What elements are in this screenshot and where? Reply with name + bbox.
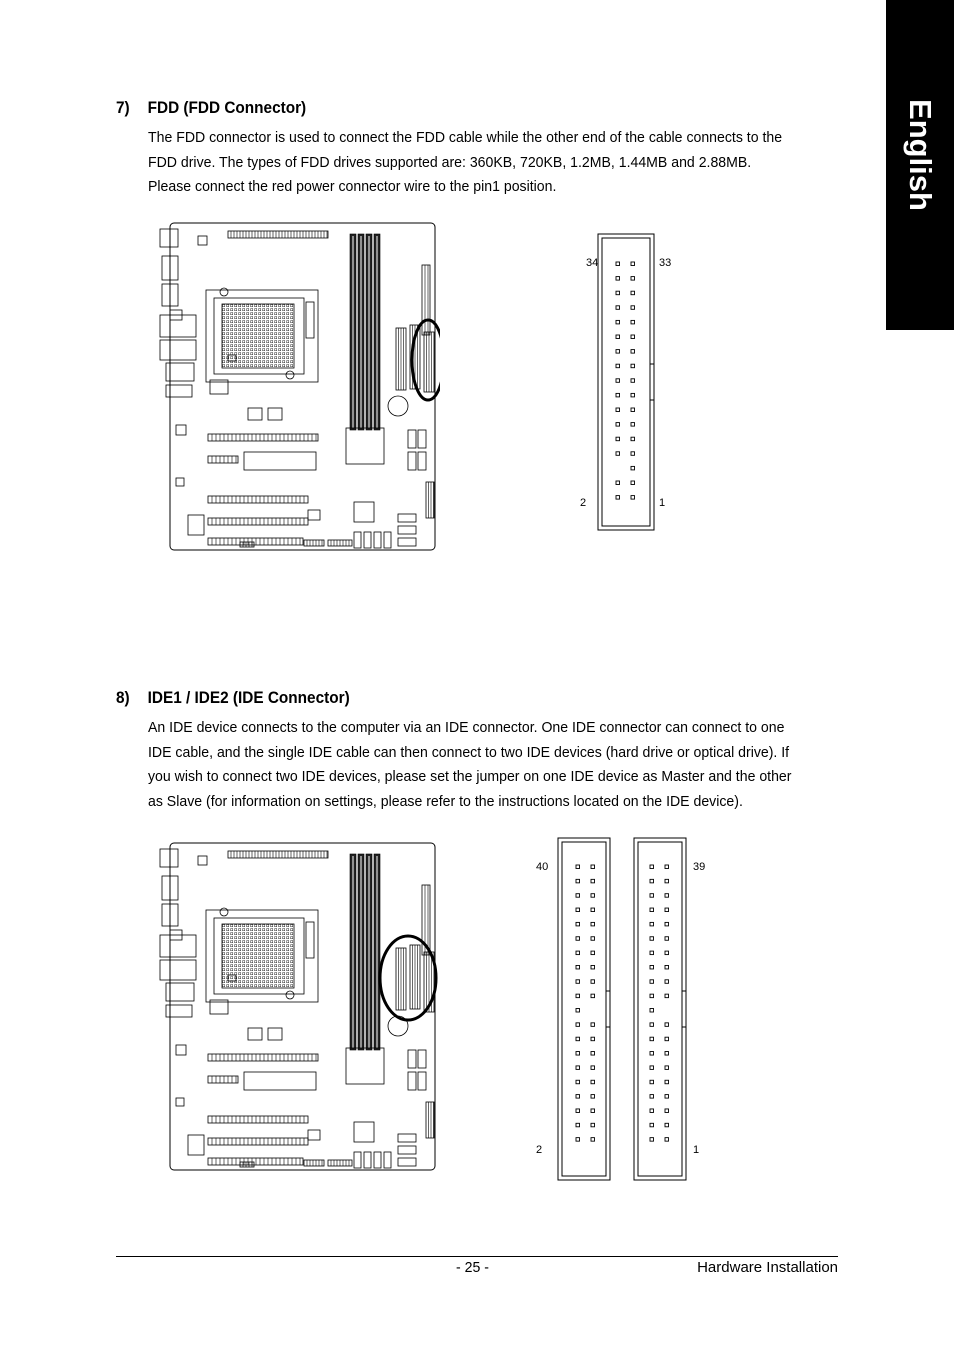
connector-pin bbox=[650, 908, 654, 912]
motherboard-diagram-ide bbox=[158, 840, 440, 1173]
ide1-connector-key-notch bbox=[682, 991, 686, 1027]
connector-pin bbox=[591, 1095, 595, 1099]
section-8-heading bbox=[116, 689, 350, 708]
connector-pin bbox=[616, 379, 620, 383]
connector-pin bbox=[650, 937, 654, 941]
connector-pin bbox=[650, 1109, 654, 1113]
connector-pin bbox=[631, 408, 635, 412]
connector-pin bbox=[631, 306, 635, 310]
connector-pin bbox=[576, 1023, 580, 1027]
section-8-title: IDE1 / IDE2 (IDE Connector) bbox=[147, 689, 350, 707]
section-7-heading bbox=[116, 99, 306, 118]
connector-pin bbox=[631, 262, 635, 266]
connector-pin bbox=[616, 262, 620, 266]
connector-pin bbox=[591, 965, 595, 969]
cpu-socket-grid bbox=[222, 924, 294, 988]
ide1-connector-outer bbox=[634, 838, 686, 1180]
connector-pin bbox=[665, 1023, 669, 1027]
connector-pin bbox=[665, 965, 669, 969]
section-7-title: FDD (FDD Connector) bbox=[147, 99, 307, 117]
connector-pin bbox=[576, 937, 580, 941]
connector-pin bbox=[576, 1052, 580, 1056]
motherboard-diagram-fdd bbox=[158, 220, 440, 553]
connector-pin bbox=[591, 922, 595, 926]
connector-pin bbox=[591, 1080, 595, 1084]
connector-pin bbox=[665, 994, 669, 998]
section-8-line: IDE cable, and the single IDE cable can then connect to two IDE devices (hard drive or optical drive). If bbox=[148, 743, 790, 761]
connector-pin bbox=[576, 965, 580, 969]
language-tab bbox=[886, 0, 954, 330]
connector-pin bbox=[576, 865, 580, 869]
ide-pin-diagram bbox=[530, 832, 720, 1182]
connector-pin bbox=[576, 1080, 580, 1084]
connector-pin bbox=[576, 1009, 580, 1013]
connector-pin bbox=[591, 937, 595, 941]
connector-pin bbox=[616, 320, 620, 324]
ide-pin-label-1: 1 bbox=[693, 1144, 700, 1156]
connector-pin bbox=[650, 1009, 654, 1013]
ide2-connector-inner bbox=[562, 842, 606, 1176]
connector-pin bbox=[616, 393, 620, 397]
connector-pin bbox=[631, 320, 635, 324]
section-8-line: An IDE device connects to the computer via an IDE connector. One IDE connector can connect to one bbox=[148, 719, 785, 736]
connector-pin bbox=[591, 908, 595, 912]
connector-pin bbox=[591, 951, 595, 955]
connector-pin bbox=[616, 306, 620, 310]
connector-pin bbox=[650, 1138, 654, 1142]
fdd-pin-label-34: 34 bbox=[586, 257, 599, 269]
connector-pin bbox=[616, 423, 620, 427]
connector-pin bbox=[631, 379, 635, 383]
connector-pin bbox=[591, 879, 595, 883]
connector-pin bbox=[591, 894, 595, 898]
connector-pin bbox=[665, 980, 669, 984]
connector-pin bbox=[591, 1037, 595, 1041]
connector-pin bbox=[576, 1109, 580, 1113]
ide-pin-label-2: 2 bbox=[536, 1144, 543, 1156]
connector-pin bbox=[650, 965, 654, 969]
section-7-line: FDD drive. The types of FDD drives supported are: 360KB, 720KB, 1.2MB, 1.44MB and 2.88MB. bbox=[148, 153, 752, 171]
connector-pin bbox=[591, 865, 595, 869]
connector-pin bbox=[650, 1023, 654, 1027]
connector-pin bbox=[665, 1052, 669, 1056]
connector-pin bbox=[631, 350, 635, 354]
fdd-pin-label-33: 33 bbox=[659, 257, 672, 269]
language-tab-label: English bbox=[903, 99, 938, 211]
connector-pin bbox=[616, 277, 620, 281]
connector-pin bbox=[616, 291, 620, 295]
connector-pin bbox=[591, 1023, 595, 1027]
connector-pin bbox=[631, 335, 635, 339]
connector-pin bbox=[591, 994, 595, 998]
ide1-connector-inner bbox=[638, 842, 682, 1176]
connector-pin bbox=[665, 1080, 669, 1084]
connector-pin bbox=[665, 951, 669, 955]
footer-section-name: Hardware Installation bbox=[697, 1259, 838, 1276]
connector-pin bbox=[631, 466, 635, 470]
connector-pin bbox=[631, 437, 635, 441]
connector-pin bbox=[591, 1138, 595, 1142]
connector-pin bbox=[616, 364, 620, 368]
ide-pin-label-39: 39 bbox=[693, 861, 706, 873]
connector-pin bbox=[665, 1066, 669, 1070]
ide2-connector-key-notch bbox=[606, 991, 610, 1027]
ide2-connector-outer bbox=[558, 838, 610, 1180]
connector-pin bbox=[665, 908, 669, 912]
connector-pin bbox=[650, 865, 654, 869]
connector-pin bbox=[631, 423, 635, 427]
page-number: - 25 - bbox=[456, 1259, 489, 1276]
connector-pin bbox=[665, 1123, 669, 1127]
connector-pin bbox=[576, 951, 580, 955]
connector-pin bbox=[576, 994, 580, 998]
connector-pin bbox=[665, 1138, 669, 1142]
connector-pin bbox=[631, 291, 635, 295]
connector-pin bbox=[631, 364, 635, 368]
connector-pin bbox=[616, 496, 620, 500]
fdd-pin-label-1: 1 bbox=[659, 497, 666, 509]
connector-pin bbox=[576, 879, 580, 883]
connector-pin bbox=[631, 393, 635, 397]
section-8-number: 8) bbox=[116, 689, 130, 707]
connector-pin bbox=[631, 481, 635, 485]
fdd-connector-outer bbox=[598, 234, 654, 530]
section-7-paragraph bbox=[148, 126, 806, 200]
connector-pin bbox=[650, 1095, 654, 1099]
fdd-pin-diagram bbox=[570, 228, 680, 534]
connector-pin bbox=[576, 1066, 580, 1070]
connector-pin bbox=[631, 452, 635, 456]
connector-pin bbox=[650, 922, 654, 926]
connector-pin bbox=[650, 951, 654, 955]
fdd-pin-label-2: 2 bbox=[580, 497, 587, 509]
connector-pin bbox=[665, 865, 669, 869]
connector-pin bbox=[665, 894, 669, 898]
connector-pin bbox=[650, 1037, 654, 1041]
cpu-socket-grid bbox=[222, 304, 294, 368]
connector-pin bbox=[576, 980, 580, 984]
connector-pin bbox=[591, 1109, 595, 1113]
fdd-connector-key-notch bbox=[650, 364, 654, 400]
connector-pin bbox=[631, 277, 635, 281]
connector-pin bbox=[650, 994, 654, 998]
connector-pin bbox=[665, 922, 669, 926]
connector-pin bbox=[665, 937, 669, 941]
connector-pin bbox=[650, 980, 654, 984]
connector-pin bbox=[650, 1066, 654, 1070]
section-8-line: as Slave (for information on settings, please refer to the instructions located on the IDE device). bbox=[148, 792, 743, 810]
section-8-line: you wish to connect two IDE devices, please set the jumper on one IDE device as Master and the other bbox=[148, 768, 792, 785]
footer-rule bbox=[116, 1256, 838, 1257]
fdd-connector-inner bbox=[602, 238, 650, 526]
connector-pin bbox=[650, 1052, 654, 1056]
connector-pin bbox=[616, 481, 620, 485]
connector-pin bbox=[650, 894, 654, 898]
connector-pin bbox=[591, 980, 595, 984]
connector-pin bbox=[576, 1123, 580, 1127]
connector-pin bbox=[665, 1109, 669, 1113]
connector-pin bbox=[576, 908, 580, 912]
connector-pin bbox=[576, 894, 580, 898]
connector-pin bbox=[616, 408, 620, 412]
connector-pin bbox=[665, 1037, 669, 1041]
connector-pin bbox=[576, 1095, 580, 1099]
section-7-line: The FDD connector is used to connect the FDD cable while the other end of the cable connects to the bbox=[148, 129, 783, 146]
connector-pin bbox=[576, 1037, 580, 1041]
section-7-line: Please connect the red power connector wire to the pin1 position. bbox=[148, 178, 557, 195]
connector-pin bbox=[591, 1066, 595, 1070]
connector-pin bbox=[650, 879, 654, 883]
connector-pin bbox=[665, 1095, 669, 1099]
connector-pin bbox=[650, 1080, 654, 1084]
section-8-paragraph bbox=[148, 716, 806, 814]
connector-pin bbox=[616, 350, 620, 354]
ide-pin-label-40: 40 bbox=[536, 861, 549, 873]
connector-pin bbox=[576, 1138, 580, 1142]
connector-pin bbox=[631, 496, 635, 500]
connector-pin bbox=[591, 1123, 595, 1127]
section-7-number: 7) bbox=[116, 99, 130, 117]
connector-pin bbox=[576, 922, 580, 926]
connector-pin bbox=[665, 879, 669, 883]
connector-pin bbox=[650, 1123, 654, 1127]
connector-pin bbox=[616, 452, 620, 456]
connector-pin bbox=[616, 335, 620, 339]
connector-pin bbox=[591, 1052, 595, 1056]
connector-pin bbox=[616, 437, 620, 441]
